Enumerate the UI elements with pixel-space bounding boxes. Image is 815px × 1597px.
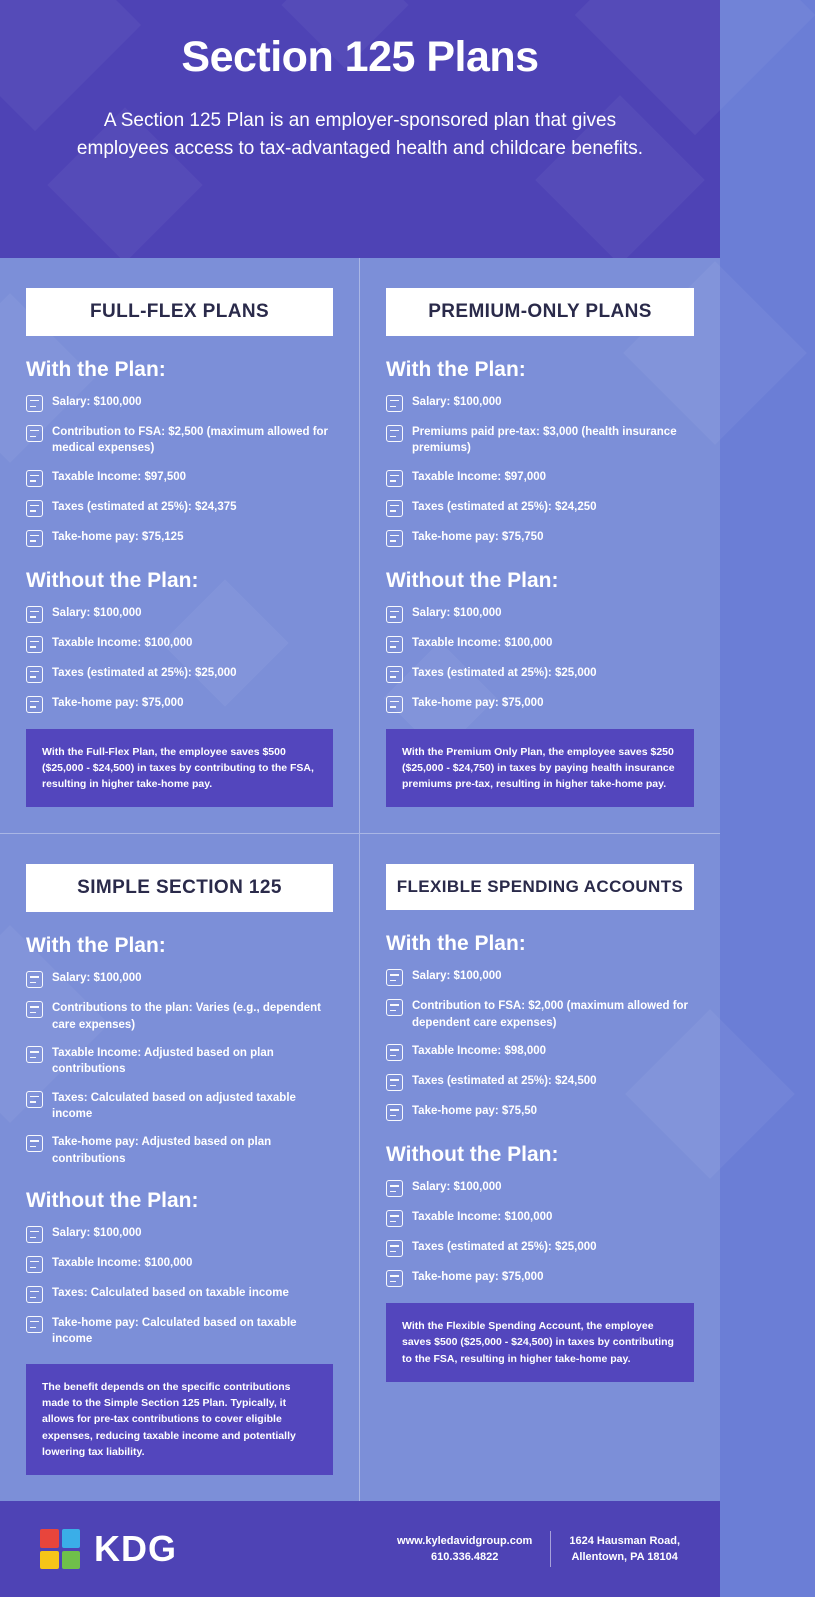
document-icon xyxy=(26,1091,43,1108)
list-item: Taxable Income: $97,500 xyxy=(26,469,333,487)
address-line-1: 1624 Hausman Road, xyxy=(569,1534,680,1547)
list-item: Contribution to FSA: $2,000 (maximum allowed for dependent care expenses) xyxy=(386,998,694,1031)
list-item: Taxable Income: $100,000 xyxy=(26,635,333,653)
document-icon xyxy=(26,696,43,713)
list-item: Salary: $100,000 xyxy=(26,605,333,623)
with-plan-list xyxy=(26,394,333,547)
document-icon xyxy=(386,606,403,623)
list-item: Take-home pay: $75,50 xyxy=(386,1103,694,1121)
document-icon xyxy=(26,1135,43,1152)
list-item: Salary: $100,000 xyxy=(386,968,694,986)
with-plan-list xyxy=(386,968,694,1121)
card-title: PREMIUM-ONLY PLANS xyxy=(386,288,694,336)
document-icon xyxy=(26,1226,43,1243)
phone-number[interactable]: 610.336.4822 xyxy=(431,1551,499,1564)
document-icon xyxy=(386,470,403,487)
list-item: Salary: $100,000 xyxy=(26,1225,333,1243)
list-item: Take-home pay: Adjusted based on plan contributions xyxy=(26,1134,333,1167)
website-link[interactable]: www.kyledavidgroup.com xyxy=(397,1534,533,1547)
document-icon xyxy=(26,470,43,487)
address xyxy=(569,1533,680,1566)
list-item: Take-home pay: $75,000 xyxy=(386,1269,694,1287)
page-title: Section 125 Plans xyxy=(181,33,539,81)
address-line-2: Allentown, PA 18104 xyxy=(571,1551,678,1564)
header xyxy=(0,0,720,258)
document-icon xyxy=(386,1104,403,1121)
document-icon xyxy=(386,1074,403,1091)
summary-note: The benefit depends on the specific contributions made to the Simple Section 125 Plan. Typically, it allows for pre-tax contributions to cover eligible expenses, reducing taxable income and potentially lowering tax liability. xyxy=(26,1364,333,1475)
list-item: Premiums paid pre-tax: $3,000 (health insurance premiums) xyxy=(386,424,694,457)
card-title: FLEXIBLE SPENDING ACCOUNTS xyxy=(386,864,694,910)
with-plan-heading: With the Plan: xyxy=(26,934,166,958)
list-item: Taxable Income: $100,000 xyxy=(386,635,694,653)
list-item: Take-home pay: $75,000 xyxy=(26,695,333,713)
without-plan-list xyxy=(26,1225,333,1348)
footer-divider xyxy=(550,1531,551,1567)
card-title: SIMPLE SECTION 125 xyxy=(26,864,333,912)
document-icon xyxy=(26,530,43,547)
summary-note: With the Premium Only Plan, the employee saves $250 ($25,000 - $24,750) in taxes by paying health insurance premiums pre-tax, resulting in higher take-home pay. xyxy=(386,729,694,808)
brand-logo xyxy=(40,1528,177,1570)
document-icon xyxy=(386,1044,403,1061)
list-item: Take-home pay: $75,000 xyxy=(386,695,694,713)
document-icon xyxy=(26,1316,43,1333)
summary-note: With the Flexible Spending Account, the employee saves $500 ($25,000 - $24,500) in taxes by contributing to the FSA, resulting in higher take-home pay. xyxy=(386,1303,694,1382)
list-item: Taxes (estimated at 25%): $25,000 xyxy=(386,665,694,683)
contact-web-phone xyxy=(397,1533,532,1566)
without-plan-heading: Without the Plan: xyxy=(26,568,199,592)
document-icon xyxy=(26,666,43,683)
list-item: Salary: $100,000 xyxy=(26,970,333,988)
list-item: Taxes (estimated at 25%): $24,375 xyxy=(26,499,333,517)
list-item: Taxable Income: $100,000 xyxy=(386,1209,694,1227)
list-item: Take-home pay: $75,125 xyxy=(26,529,333,547)
with-plan-heading: With the Plan: xyxy=(386,358,526,381)
document-icon xyxy=(386,696,403,713)
document-icon xyxy=(26,395,43,412)
with-plan-heading: With the Plan: xyxy=(26,358,166,381)
without-plan-list xyxy=(386,1179,694,1287)
list-item: Taxes: Calculated based on adjusted taxable income xyxy=(26,1090,333,1123)
document-icon xyxy=(26,1256,43,1273)
plans-grid xyxy=(0,258,720,1501)
list-item: Taxes (estimated at 25%): $25,000 xyxy=(26,665,333,683)
footer xyxy=(0,1501,720,1597)
document-icon xyxy=(26,1286,43,1303)
footer-contact xyxy=(397,1531,680,1567)
document-icon xyxy=(386,1240,403,1257)
page-subtitle: A Section 125 Plan is an employer-sponsored plan that gives employees access to tax-advantaged health and childcare benefits. xyxy=(76,110,644,159)
document-icon xyxy=(386,395,403,412)
list-item: Taxable Income: $97,000 xyxy=(386,469,694,487)
list-item: Take-home pay: $75,750 xyxy=(386,529,694,547)
logo-text: KDG xyxy=(94,1528,177,1570)
document-icon xyxy=(26,1001,43,1018)
without-plan-heading: Without the Plan: xyxy=(386,568,559,592)
document-icon xyxy=(386,1210,403,1227)
document-icon xyxy=(26,636,43,653)
document-icon xyxy=(26,971,43,988)
plan-card-flexible-spending-accounts xyxy=(360,834,720,1501)
document-icon xyxy=(26,500,43,517)
plan-card-full-flex xyxy=(0,258,360,834)
with-plan-list xyxy=(386,394,694,547)
plan-card-premium-only xyxy=(360,258,720,834)
list-item: Taxable Income: Adjusted based on plan contributions xyxy=(26,1045,333,1078)
document-icon xyxy=(386,666,403,683)
list-item: Salary: $100,000 xyxy=(26,394,333,412)
logo-squares-icon xyxy=(40,1529,80,1569)
without-plan-list xyxy=(386,605,694,713)
document-icon xyxy=(386,999,403,1016)
document-icon xyxy=(386,969,403,986)
document-icon xyxy=(386,425,403,442)
list-item: Taxable Income: $100,000 xyxy=(26,1255,333,1273)
without-plan-list xyxy=(26,605,333,713)
document-icon xyxy=(26,1046,43,1063)
list-item: Taxes: Calculated based on taxable income xyxy=(26,1285,333,1303)
document-icon xyxy=(386,1270,403,1287)
plan-card-simple-section-125 xyxy=(0,834,360,1501)
list-item: Taxes (estimated at 25%): $25,000 xyxy=(386,1239,694,1257)
list-item: Salary: $100,000 xyxy=(386,394,694,412)
summary-note: With the Full-Flex Plan, the employee saves $500 ($25,000 - $24,500) in taxes by contributing to the FSA, resulting in higher take-home pay. xyxy=(26,729,333,808)
with-plan-list xyxy=(26,970,333,1167)
list-item: Contribution to FSA: $2,500 (maximum allowed for medical expenses) xyxy=(26,424,333,457)
list-item: Taxes (estimated at 25%): $24,250 xyxy=(386,499,694,517)
list-item: Salary: $100,000 xyxy=(386,605,694,623)
document-icon xyxy=(386,636,403,653)
with-plan-heading: With the Plan: xyxy=(386,932,526,956)
list-item: Taxable Income: $98,000 xyxy=(386,1043,694,1061)
document-icon xyxy=(386,500,403,517)
without-plan-heading: Without the Plan: xyxy=(386,1143,559,1167)
document-icon xyxy=(26,425,43,442)
list-item: Take-home pay: Calculated based on taxable income xyxy=(26,1315,333,1348)
document-icon xyxy=(26,606,43,623)
list-item: Taxes (estimated at 25%): $24,500 xyxy=(386,1073,694,1091)
list-item: Salary: $100,000 xyxy=(386,1179,694,1197)
card-title: FULL-FLEX PLANS xyxy=(26,288,333,336)
document-icon xyxy=(386,1180,403,1197)
document-icon xyxy=(386,530,403,547)
list-item: Contributions to the plan: Varies (e.g., dependent care expenses) xyxy=(26,1000,333,1033)
without-plan-heading: Without the Plan: xyxy=(26,1189,199,1213)
